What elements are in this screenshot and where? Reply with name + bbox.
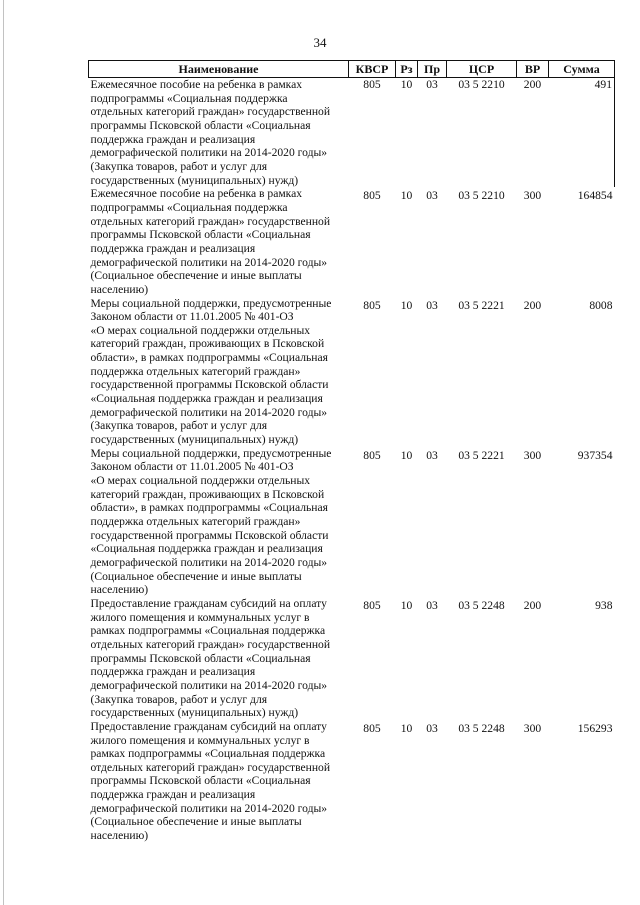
row-name-line: населению) <box>90 829 149 843</box>
row-name-line: населению) <box>90 282 149 296</box>
table-header <box>89 61 615 78</box>
row-vr: 300 <box>523 448 542 462</box>
row-name-line: программы Псковской области «Социальная <box>90 228 311 242</box>
row-csr: 03 5 2210 <box>458 78 505 91</box>
row-name-line: жилого помещения и коммунальных услуг в <box>90 610 310 624</box>
row-name-line: «Социальная поддержка граждан и реализация <box>90 542 323 556</box>
row-name-line: демографической политики на 2014-2020 годы» <box>90 405 328 419</box>
row-kvsr: 805 <box>363 598 381 612</box>
row-rz: 10 <box>400 298 413 312</box>
row-kvsr: 805 <box>363 298 381 312</box>
row-name-line: подпрограммы «Социальная поддержка <box>90 200 288 214</box>
row-sum: 491 <box>549 78 615 188</box>
header-name: Наименование <box>89 61 349 78</box>
row-name-line: категорий граждан, проживающих в Псковской <box>90 337 325 351</box>
row-kvsr: 805 <box>363 78 381 91</box>
header-sum: Сумма <box>549 61 615 78</box>
row-name-line: демографической политики на 2014-2020 годы» <box>90 678 328 692</box>
row-vr: 200 <box>523 78 542 91</box>
row-vr: 200 <box>523 298 542 312</box>
table-row <box>89 720 615 843</box>
row-kvsr: 805 <box>363 721 381 735</box>
table-body <box>89 78 615 843</box>
row-name-line: «О мерах социальной поддержки отдельных <box>90 474 311 488</box>
row-name-line: отдельных категорий граждан» государственной <box>90 760 331 774</box>
row-rz: 10 <box>400 189 413 203</box>
row-name-line: категорий граждан, проживающих в Псковской <box>90 487 325 501</box>
row-name-line: жилого помещения и коммунальных услуг в <box>90 733 310 747</box>
row-name-line: поддержка граждан и реализация <box>90 132 256 146</box>
row-name-line: государственных (муниципальных) нужд) <box>90 173 299 187</box>
row-name-line: программы Псковской области «Социальная <box>90 118 311 132</box>
row-name-line: отдельных категорий граждан» государственной <box>90 637 331 651</box>
table-row <box>89 447 615 597</box>
row-sum: 8008 <box>589 298 613 312</box>
row-name-line: государственных (муниципальных) нужд) <box>90 433 299 447</box>
row-name-line: «Социальная поддержка граждан и реализация <box>90 392 323 406</box>
row-vr: 300 <box>523 189 542 203</box>
row-csr: 03 5 2221 <box>458 298 505 312</box>
row-csr: 03 5 2210 <box>458 189 505 203</box>
row-name-line: поддержка отдельных категорий граждан» <box>90 364 301 378</box>
row-name-line: Законом области от 11.01.2005 № 401-ОЗ <box>90 460 294 474</box>
row-name-line: отдельных категорий граждан» государственной <box>90 105 331 119</box>
row-sum: 938 <box>595 598 613 612</box>
row-name-line: (Социальное обеспечение и иные выплаты <box>90 569 302 583</box>
row-name-line: Предоставление гражданам субсидий на оплату <box>90 596 327 610</box>
row-name-line: Ежемесячное пособие на ребенка в рамках <box>90 187 303 201</box>
table-row <box>89 78 615 188</box>
row-name <box>89 720 349 843</box>
row-name-line: Ежемесячное пособие на ребенка в рамках <box>90 78 303 91</box>
row-csr: 03 5 2221 <box>458 448 505 462</box>
row-kvsr: 805 <box>363 448 381 462</box>
row-name-line: демографической политики на 2014-2020 годы» <box>90 801 328 815</box>
row-kvsr: 805 <box>363 189 381 203</box>
header-kvsr: КВСР <box>349 61 396 78</box>
row-name-line: рамках подпрограммы «Социальная поддержка <box>90 624 326 638</box>
row-name-line: государственной программы Псковской области <box>90 528 329 542</box>
row-sum: 164854 <box>577 189 613 203</box>
row-name-line: (Социальное обеспечение и иные выплаты <box>90 815 302 829</box>
row-name <box>89 78 349 188</box>
row-name-line: «О мерах социальной поддержки отдельных <box>90 323 311 337</box>
row-vr: 300 <box>523 721 542 735</box>
row-rz: 10 <box>400 448 413 462</box>
row-pr: 03 <box>426 189 438 203</box>
budget-table <box>88 60 615 843</box>
row-pr: 03 <box>426 78 438 91</box>
row-name-line: поддержка граждан и реализация <box>90 788 256 802</box>
row-name-line: программы Псковской области «Социальная <box>90 774 311 788</box>
row-name-line: государственной программы Псковской области <box>90 378 329 392</box>
row-rz: 10 <box>400 721 413 735</box>
row-sum: 937354 <box>577 448 613 462</box>
row-csr: 03 5 2248 <box>458 721 505 735</box>
row-pr: 03 <box>426 298 438 312</box>
row-rz: 10 <box>400 598 413 612</box>
row-vr: 200 <box>523 598 542 612</box>
header-row <box>89 61 615 78</box>
header-csr: ЦСР <box>447 61 517 78</box>
row-sum: 156293 <box>577 721 613 735</box>
row-name-line: (Закупка товаров, работ и услуг для <box>90 419 268 433</box>
row-name-line: Законом области от 11.01.2005 № 401-ОЗ <box>90 310 294 324</box>
row-name <box>89 447 349 597</box>
header-vr: ВР <box>517 61 549 78</box>
scan-edge <box>3 0 4 905</box>
row-name-line: Меры социальной поддержки, предусмотренные <box>90 446 332 460</box>
table-row <box>89 187 615 296</box>
row-name-line: демографической политики на 2014-2020 годы» <box>90 146 328 160</box>
row-name-line: (Социальное обеспечение и иные выплаты <box>90 269 302 283</box>
row-name-line: государственных (муниципальных) нужд) <box>90 706 299 720</box>
header-pr: Пр <box>418 61 447 78</box>
row-name-line: Предоставление гражданам субсидий на оплату <box>90 719 327 733</box>
row-name-line: поддержка граждан и реализация <box>90 241 256 255</box>
header-rz: Рз <box>396 61 418 78</box>
table-row <box>89 597 615 720</box>
row-name-line: поддержка граждан и реализация <box>90 665 256 679</box>
row-name-line: подпрограммы «Социальная поддержка <box>90 91 288 105</box>
row-name-line: демографической политики на 2014-2020 годы» <box>90 255 328 269</box>
row-name-line: области», в рамках подпрограммы «Социальная <box>90 501 328 515</box>
row-name-line: области», в рамках подпрограммы «Социальная <box>90 351 328 365</box>
row-name-line: населению) <box>90 583 149 597</box>
row-name <box>89 187 349 296</box>
row-name-line: Меры социальной поддержки, предусмотренные <box>90 296 332 310</box>
row-name-line: демографической политики на 2014-2020 годы» <box>90 555 328 569</box>
row-name-line: (Закупка товаров, работ и услуг для <box>90 159 268 173</box>
row-name-line: рамках подпрограммы «Социальная поддержка <box>90 747 326 761</box>
page-number: 34 <box>313 35 327 50</box>
table-row <box>89 297 615 447</box>
row-name-line: поддержка отдельных категорий граждан» <box>90 515 301 528</box>
row-name <box>89 597 349 720</box>
row-name-line: (Закупка товаров, работ и услуг для <box>90 692 268 706</box>
row-rz: 10 <box>400 78 413 91</box>
row-pr: 03 <box>426 448 438 462</box>
row-name-line: программы Псковской области «Социальная <box>90 651 311 665</box>
row-pr: 03 <box>426 721 438 735</box>
row-name <box>89 297 349 447</box>
row-name-line: отдельных категорий граждан» государственной <box>90 214 331 228</box>
row-csr: 03 5 2248 <box>458 598 505 612</box>
row-pr: 03 <box>426 598 438 612</box>
